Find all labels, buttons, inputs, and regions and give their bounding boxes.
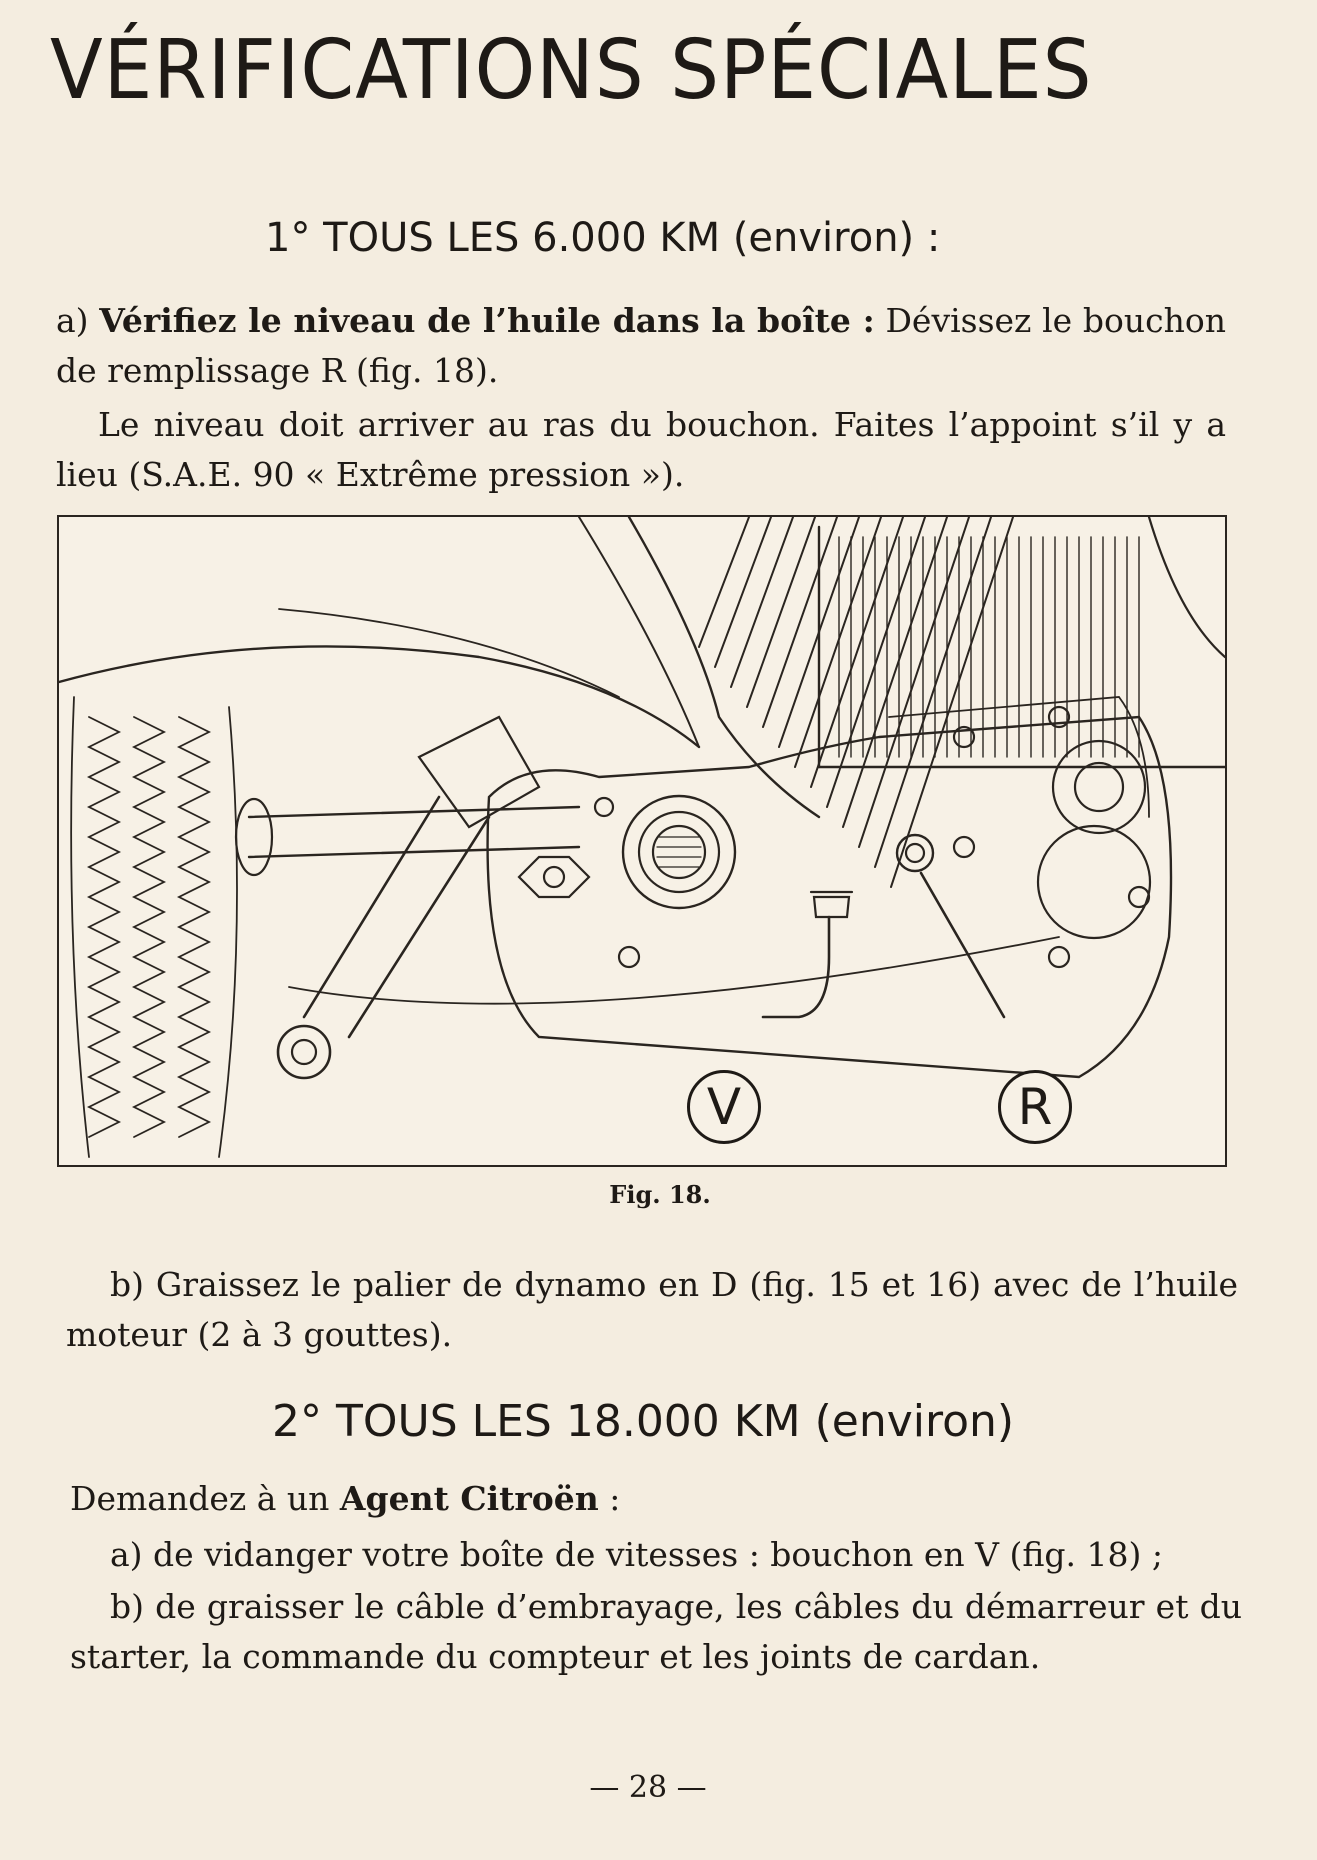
figure-caption: Fig. 18. [609, 1180, 711, 1209]
gearbox-drawing [59, 517, 1225, 1165]
page-number: — 28 — [589, 1770, 707, 1805]
section-heading-6000km: 1° TOUS LES 6.000 KM (environ) : [265, 215, 941, 261]
agent-name: Agent Citroën [339, 1479, 599, 1518]
callout-v-drain-plug: V [687, 1070, 761, 1144]
paragraph-ask-agent [70, 1474, 1240, 1524]
figure-gearbox-illustration [57, 515, 1227, 1167]
section-heading-18000km: 2° TOUS LES 18.000 KM (environ) [272, 1396, 1015, 1447]
bold-instruction: Vérifiez le niveau de l’huile dans la boîte : [99, 301, 875, 340]
callout-r-filler-plug: R [998, 1070, 1072, 1144]
page-title: VÉRIFICATIONS SPÉCIALES [50, 23, 1093, 118]
instruction-rest: Dévissez le bouchon de remplissage R (fig. 18). [56, 301, 1227, 390]
item-label-a: a) [56, 301, 89, 340]
paragraph-oil-level-note: Le niveau doit arriver au ras du bouchon. Faites l’appoint s’il y a lieu (S.A.E. 90 « Extrême pression »). [56, 405, 1226, 494]
paragraph-check-oil-level [56, 296, 1226, 396]
intro-text: Demandez à un [70, 1479, 330, 1518]
paragraph-grease-dynamo: b) Graissez le palier de dynamo en D (fig. 15 et 16) avec de l’huile moteur (2 à 3 gouttes). [66, 1265, 1238, 1354]
list-item-drain-gearbox: a) de vidanger votre boîte de vitesses : bouchon en V (fig. 18) ; [110, 1535, 1163, 1574]
list-item-grease-cables: b) de graisser le câble d’embrayage, les câbles du démarreur et du starter, la commande du compteur et les joints de cardan. [70, 1587, 1242, 1676]
intro-colon: : [609, 1479, 621, 1518]
radiator-grille [699, 517, 1013, 887]
tire [71, 697, 237, 1157]
